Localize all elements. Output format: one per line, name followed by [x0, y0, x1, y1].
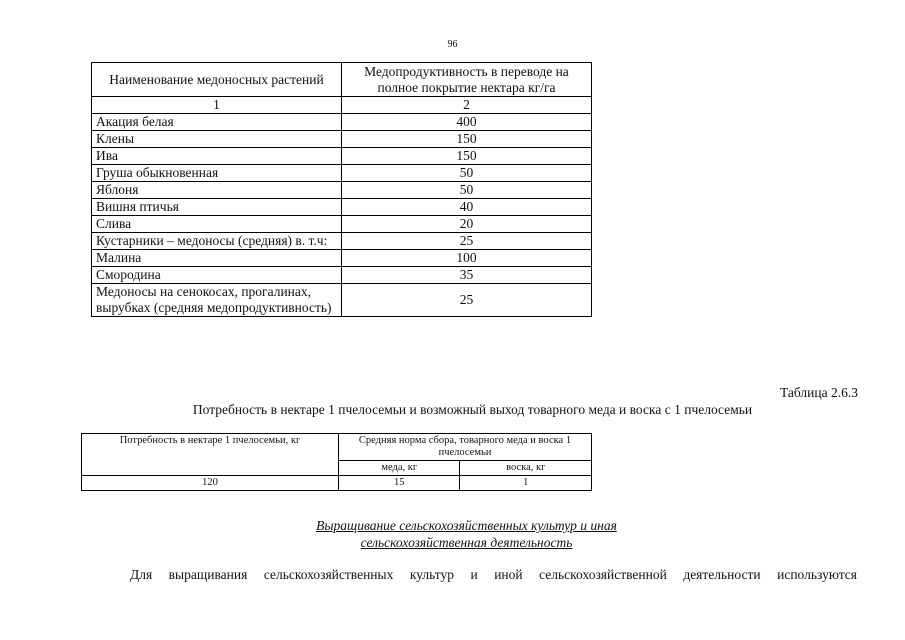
- plant-name: Смородина: [92, 267, 342, 284]
- plant-name: Груша обыкновенная: [92, 165, 342, 182]
- section-heading: [0, 517, 905, 551]
- body-paragraph: Для выращивания сельскохозяйственных культур и иной сельскохозяйственной деятельности используются: [130, 567, 857, 582]
- honey-plants-table: [91, 62, 592, 317]
- productivity-value: 150: [342, 131, 592, 148]
- productivity-value: 400: [342, 114, 592, 131]
- plant-name: Медоносы на сенокосах, прогалинах, вырубках (средняя медопродуктивность): [92, 284, 342, 317]
- nectar-need-value: 120: [82, 476, 339, 491]
- plant-name: Кустарники – медоносы (средняя) в. т.ч:: [92, 233, 342, 250]
- plant-name: Яблоня: [92, 182, 342, 199]
- wax-value: 1: [460, 476, 592, 491]
- header-productivity: Медопродуктивность в переводе на полное покрытие нектара кг/га: [342, 63, 592, 97]
- page-number: 96: [447, 39, 458, 50]
- section-heading-line-1: Выращивание сельскохозяйственных культур и иная: [316, 518, 617, 533]
- productivity-value: 50: [342, 182, 592, 199]
- productivity-value: 150: [342, 148, 592, 165]
- column-number-row: [92, 97, 592, 114]
- subheader-honey: меда, кг: [339, 461, 460, 476]
- plant-name: Вишня птичья: [92, 199, 342, 216]
- table-caption: Потребность в нектаре 1 пчелосемьи и возможный выход товарного меда и воска с 1 пчелосемьи: [192, 402, 753, 417]
- header-plant-name: Наименование медоносных растений: [92, 63, 342, 97]
- table-row: [92, 182, 592, 199]
- plant-name: Малина: [92, 250, 342, 267]
- productivity-value: 20: [342, 216, 592, 233]
- table-row: [92, 131, 592, 148]
- plant-name: Ива: [92, 148, 342, 165]
- productivity-value: 50: [342, 165, 592, 182]
- table-header-row: [82, 434, 592, 461]
- nectar-need-table: [81, 433, 592, 491]
- table-row: [92, 216, 592, 233]
- table-row: [92, 284, 592, 317]
- table-row: [82, 476, 592, 491]
- productivity-value: 35: [342, 267, 592, 284]
- header-nectar-need: Потребность в нектаре 1 пчелосемьи, кг: [82, 434, 339, 476]
- column-number-1: 1: [92, 97, 342, 114]
- column-number-2: 2: [342, 97, 592, 114]
- productivity-value: 40: [342, 199, 592, 216]
- table-row: [92, 250, 592, 267]
- subheader-wax: воска, кг: [460, 461, 592, 476]
- table-row: [92, 148, 592, 165]
- productivity-value: 25: [342, 233, 592, 250]
- plant-name: Клены: [92, 131, 342, 148]
- table-row: [92, 199, 592, 216]
- section-heading-line-2: сельскохозяйственная деятельность: [360, 535, 573, 550]
- table-label: Таблица 2.6.3: [780, 385, 858, 400]
- honey-value: 15: [339, 476, 460, 491]
- table-row: [92, 233, 592, 250]
- productivity-value: 100: [342, 250, 592, 267]
- plant-name: Акация белая: [92, 114, 342, 131]
- table-row: [92, 267, 592, 284]
- table-row: [92, 114, 592, 131]
- table-row: [92, 165, 592, 182]
- plant-name: Слива: [92, 216, 342, 233]
- table-header-row: [92, 63, 592, 97]
- header-average-norm: Средняя норма сбора, товарного меда и воска 1 пчелосемьи: [339, 434, 592, 461]
- productivity-value: 25: [342, 284, 592, 317]
